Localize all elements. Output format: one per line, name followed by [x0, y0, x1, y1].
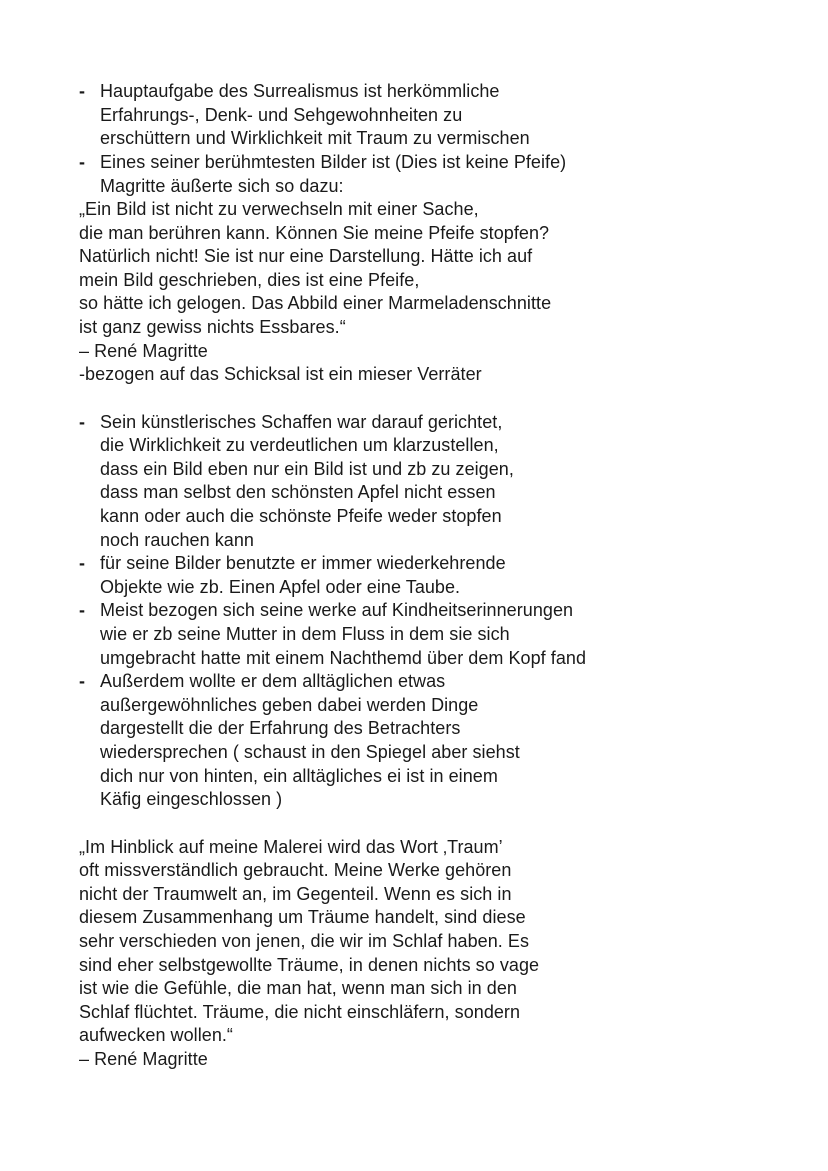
text-line: dass man selbst den schönsten Apfel nicht essen	[100, 482, 496, 502]
quote-attribution: – René Magritte	[79, 341, 208, 361]
text-line: Eines seiner berühmtesten Bilder ist (Dies ist keine Pfeife)	[100, 152, 567, 172]
text-line: wie er zb seine Mutter in dem Fluss in dem sie sich	[100, 624, 510, 644]
quote-line: Schlaf flüchtet. Träume, die nicht einschläfern, sondern	[79, 1002, 521, 1022]
quote-line: sehr verschieden von jenen, die wir im Schlaf haben. Es	[79, 931, 529, 951]
text-line: -bezogen auf das Schicksal ist ein mieser Verräter	[79, 364, 482, 384]
text-line: dass ein Bild eben nur ein Bild ist und zb zu zeigen,	[100, 459, 514, 479]
quote-attribution: – René Magritte	[79, 1049, 208, 1069]
text-line: wiedersprechen ( schaust in den Spiegel aber siehst	[100, 742, 520, 762]
text-line: dargestellt die der Erfahrung des Betrachters	[100, 718, 461, 738]
bullet-marker: -	[79, 671, 85, 691]
text-line: Hauptaufgabe des Surrealismus ist herkömmliche	[100, 81, 500, 101]
text-line: Außerdem wollte er dem alltäglichen etwas	[100, 671, 446, 691]
bullet-marker: -	[79, 600, 85, 620]
quote-line: diesem Zusammenhang um Träume handelt, sind diese	[79, 907, 526, 927]
quote-line: nicht der Traumwelt an, im Gegenteil. Wenn es sich in	[79, 884, 512, 904]
text-line: Meist bezogen sich seine werke auf Kindheitserinnerungen	[100, 600, 574, 620]
quote-line: oft missverständlich gebraucht. Meine Werke gehören	[79, 860, 512, 880]
quote-line: so hätte ich gelogen. Das Abbild einer Marmeladenschnitte	[79, 293, 552, 313]
text-line: außergewöhnliches geben dabei werden Dinge	[100, 695, 479, 715]
text-line: die Wirklichkeit zu verdeutlichen um klarzustellen,	[100, 435, 499, 455]
text-line: Sein künstlerisches Schaffen war darauf gerichtet,	[100, 412, 503, 432]
quote-line: ist wie die Gefühle, die man hat, wenn man sich in den	[79, 978, 517, 998]
bullet-marker: -	[79, 152, 85, 172]
quote-line: sind eher selbstgewollte Träume, in denen nichts so vage	[79, 955, 540, 975]
quote-line: mein Bild geschrieben, dies ist eine Pfeife,	[79, 270, 420, 290]
bullet-marker: -	[79, 81, 85, 101]
quote-line: „Ein Bild ist nicht zu verwechseln mit einer Sache,	[79, 199, 479, 219]
text-line: Erfahrungs-, Denk- und Sehgewohnheiten zu	[100, 105, 463, 125]
text-line: für seine Bilder benutzte er immer wiederkehrende	[100, 553, 506, 573]
text-line: kann oder auch die schönste Pfeife weder stopfen	[100, 506, 502, 526]
quote-line: ist ganz gewiss nichts Essbares.“	[79, 317, 346, 337]
quote-line: aufwecken wollen.“	[79, 1025, 233, 1045]
text-line: Käfig eingeschlossen )	[100, 789, 283, 809]
quote-line: „Im Hinblick auf meine Malerei wird das Wort ‚Traum’	[79, 837, 503, 857]
text-line: Objekte wie zb. Einen Apfel oder eine Taube.	[100, 577, 461, 597]
text-line: dich nur von hinten, ein alltägliches ei ist in einem	[100, 766, 498, 786]
quote-line: Natürlich nicht! Sie ist nur eine Darstellung. Hätte ich auf	[79, 246, 533, 266]
text-line: Magritte äußerte sich so dazu:	[100, 176, 344, 196]
bullet-marker: -	[79, 553, 85, 573]
bullet-marker: -	[79, 412, 85, 432]
text-line: noch rauchen kann	[100, 530, 254, 550]
text-line: erschüttern und Wirklichkeit mit Traum zu vermischen	[100, 128, 530, 148]
quote-line: die man berühren kann. Können Sie meine Pfeife stopfen?	[79, 223, 550, 243]
text-line: umgebracht hatte mit einem Nachthemd über dem Kopf fand	[100, 648, 587, 668]
